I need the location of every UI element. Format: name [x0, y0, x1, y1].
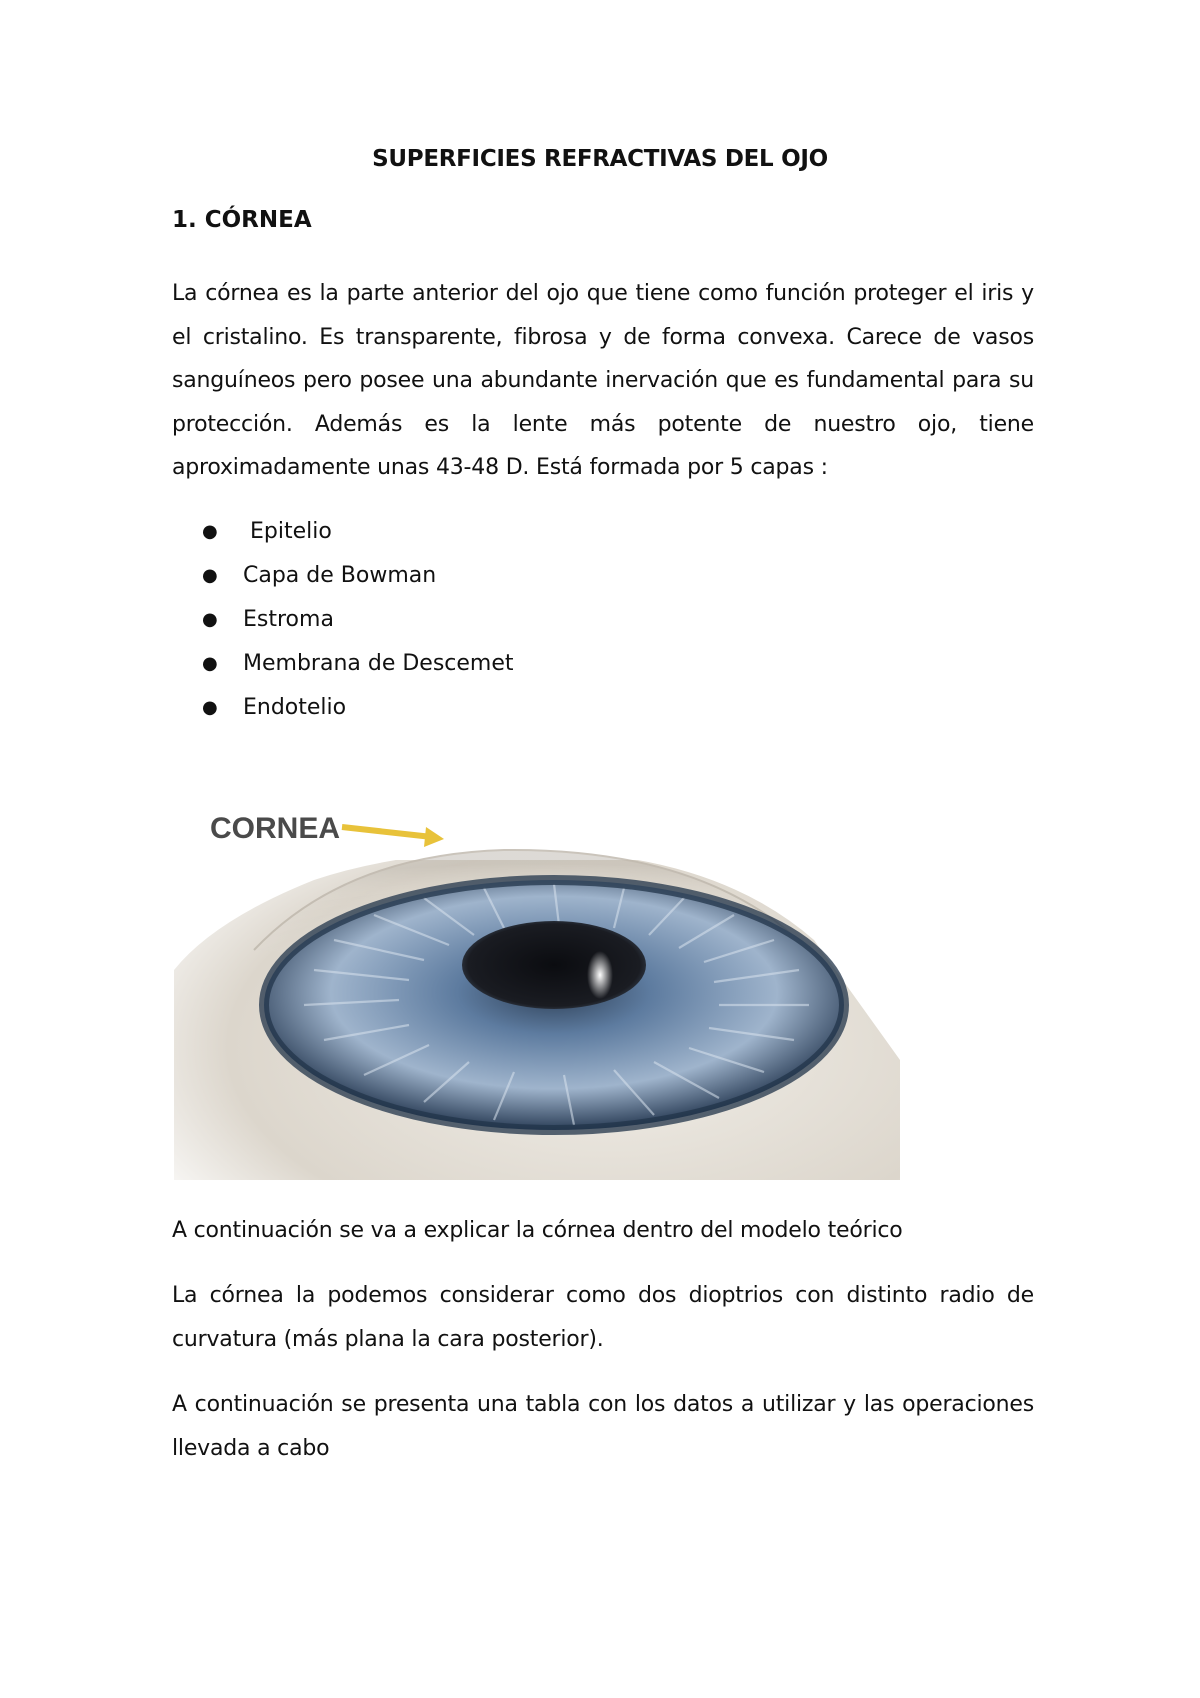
list-item-label: Capa de Bowman — [243, 563, 437, 588]
list-item — [172, 642, 514, 686]
figure-label: CORNEA — [210, 812, 341, 845]
list-item-label: Estroma — [243, 607, 334, 632]
bullet-icon: ● — [202, 697, 218, 718]
paragraph-table-intro: A continuación se presenta una tabla con los datos a utilizar y las operaciones llevada a cabo — [172, 1392, 1034, 1461]
bullet-icon: ● — [202, 565, 218, 586]
list-item-label: Endotelio — [243, 695, 347, 720]
cornea-layers-list — [172, 510, 514, 730]
list-item-label: Epitelio — [250, 519, 332, 544]
list-item-label: Membrana de Descemet — [243, 651, 514, 676]
bullet-icon: ● — [202, 521, 218, 542]
list-item — [172, 510, 514, 554]
bullet-icon: ● — [202, 653, 218, 674]
paragraph-model: A continuación se va a explicar la córnea dentro del modelo teórico — [172, 1218, 903, 1243]
paragraph-dioptrios: La córnea la podemos considerar como dos dioptrios con distinto radio de curvatura (más plana la cara posterior). — [172, 1283, 1034, 1352]
cornea-eye-illustration — [174, 800, 900, 1180]
bullet-icon: ● — [202, 609, 218, 630]
document-title: SUPERFICIES REFRACTIVAS DEL OJO — [372, 146, 828, 172]
list-item — [172, 598, 514, 642]
list-item — [172, 554, 514, 598]
list-item — [172, 686, 514, 730]
section-heading: 1. CÓRNEA — [172, 207, 312, 233]
intro-paragraph: La córnea es la parte anterior del ojo que tiene como función proteger el iris y el cristalino. Es transparente, fibrosa y de forma convexa. Carece de vasos sanguíneos pero posee una abundante inervación que es fundamental para su protección. Además es la lente más potente de nuestro ojo, tiene aproximadamente unas 43-48 D. Está formada por 5 capas : — [172, 281, 1034, 480]
